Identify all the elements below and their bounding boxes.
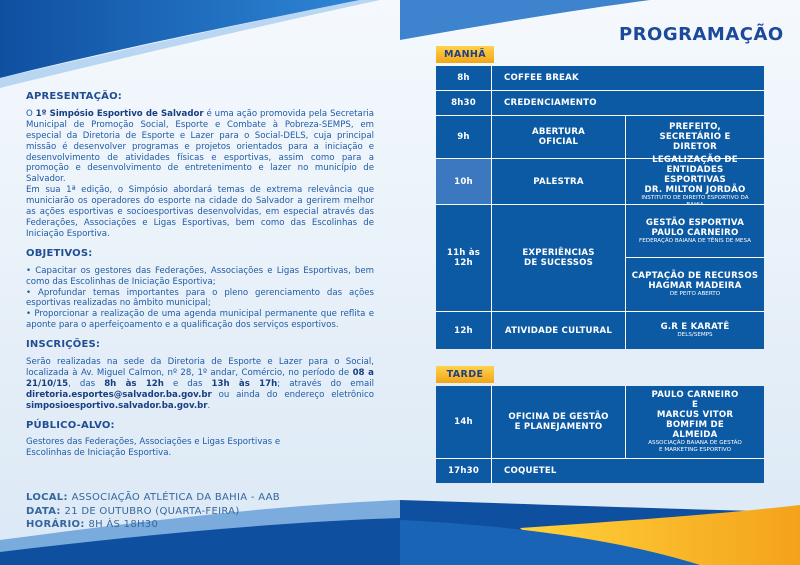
row-time: 8h30 [451,98,476,108]
session-org: FEDERAÇÃO BAIANA DE TÊNIS DE MESA [639,237,751,244]
session-speaker: PAULO CARNEIRO [651,227,739,238]
schedule-row [436,116,764,158]
period: 08 a 21/10/15 [26,367,374,389]
row-speaker-block [626,258,764,311]
row-time: 8h [457,73,470,83]
inscricoes-text [26,357,374,412]
row-speaker-block [626,312,764,349]
schedule-row [436,91,764,115]
schedule-row [436,66,764,90]
row-time: 9h [457,132,470,142]
row-time: 17h30 [447,466,480,476]
row-activity: PALESTRA [492,159,625,204]
horario-label: HORÁRIO: [26,519,85,530]
apresentacao-paragraph-2: Em sua 1ª edição, o Simpósio abordará temas de extrema relevância que municiarão os operadores do esporte na cidade do Salvador a gerirem melhor as ações esportivas e socioesportivas desenvolvidas, em especial através das Federações, Associações e Ligas Esportivas, bem como das Escolinhas de Iniciação Esportiva. [26,185,374,239]
row-activity: OFICINA DE GESTÃO E PLANEJAMENTO [508,412,609,432]
cultural-performers: G.R E KARATÊ [660,322,730,332]
apresentacao-heading: APRESENTAÇÃO: [26,91,122,102]
horario-line [26,518,280,532]
schedule-row [436,205,764,311]
row-activity: EXPERIÊNCIAS DE SUCESSOS [522,248,595,268]
hours-morning: 8h às 12h [104,378,164,389]
session-title: CAPTAÇÃO DE RECURSOS [631,271,759,281]
data-label: DATA: [26,505,61,517]
row-time: 11h às 12h [446,248,481,268]
local-label: LOCAL: [26,492,68,503]
inscricoes-heading: INSCRIÇÕES: [26,339,101,351]
session-org: DE PEITO ABERTO [669,291,721,297]
apresentacao-paragraph-1 [26,109,374,185]
publico-heading: PÚBLICO-ALVO: [26,419,115,431]
text: ; através do email [277,378,374,389]
text: , das [68,378,105,389]
workshop-speaker-2: MARCUS VITOR BOMFIM DE ALMEIDA [656,410,734,440]
schedule-row [436,154,764,204]
text: Serão realizadas na sede da Diretoria de Esporte e Lazer para o Social, localizada à Av. Miguel Calmon, nº 28, 1º andar, Comércio, no período de [26,357,374,378]
schedule-row [436,312,764,349]
objetivos-section [26,249,374,331]
schedule-row [436,386,764,458]
objetivo-item: • Aprofundar temas importantes para o pleno gerenciamento das ações esportivas realizadas no âmbito municipal; [26,287,374,309]
row-activity: COFFEE BREAK [504,73,579,83]
row-time: 10h [454,176,473,187]
email-link[interactable]: diretoria.esportes@salvador.ba.gov.br [26,389,212,400]
horario-value: 8H ÀS 18H30 [88,519,159,530]
cultural-org: DELS/SEMPS [677,332,713,338]
lecture-title: LEGALIZAÇÃO DE ENTIDADES ESPORTIVAS [652,154,738,185]
row-speaker-block [626,386,764,458]
website-link[interactable]: simposioesportivo.salvador.ba.gov.br [26,400,208,411]
data-line [26,505,280,519]
text: O [26,108,36,119]
local-line [26,491,280,505]
objetivo-item: • Proporcionar a realização de uma agenda municipal permanente que reflita e aponte para o aperfeiçoamento e a qualificação dos serviços esportivos. [26,309,374,331]
apresentacao-section [26,92,374,240]
session-speaker: HAGMAR MADEIRA [648,281,742,291]
workshop-org: ASSOCIAÇÃO BAIANA DE GESTÃO E MARKETING ESPORTIVO [648,440,742,453]
row-speaker: PREFEITO, SECRETÁRIO E DIRETOR [659,122,731,152]
event-name: 1º Simpósio Esportivo de Salvador [35,108,204,119]
left-column [26,92,374,468]
session-title: GESTÃO ESPORTIVA [645,217,745,228]
objetivo-item: • Capacitar os gestores das Federações, Associações e Ligas Esportivas, bem como das Escolinhas de Iniciação Esportiva; [26,265,374,287]
row-speaker-block [626,205,764,257]
workshop-and: E [691,400,699,410]
schedule-row [436,459,764,483]
text: é uma ação promovida pela Secretaria Municipal de Promoção Social, Esporte e Combate à Pobreza-SEMPS, em especial da Diretoria de Esporte e Lazer para o Social-DELS, cuja principal missão é desenvolver programas e projetos orientados para a iniciação e desenvolvimento de atividades físicas e esportivas, assim como para a promoção e desenvolvimento de entretenimento e lazer no município de Salvador. [26,108,375,185]
row-time: 12h [454,325,473,336]
objetivos-heading: OBJETIVOS: [26,247,93,259]
row-time: 14h [454,417,473,427]
row-activity: ABERTURA OFICIAL [531,127,585,147]
row-activity: ATIVIDADE CULTURAL [504,325,613,336]
manha-table [436,66,764,349]
text: . [207,400,211,411]
page-title: PROGRAMAÇÃO [619,24,784,45]
hours-afternoon: 13h às 17h [211,378,278,389]
inscricoes-section [26,340,374,411]
lecture-org: INSTITUTO DE DIREITO ESPORTIVO DA [641,194,749,201]
data-value: 21 DE OUTUBRO (QUARTA-FEIRA) [64,505,240,517]
local-value: ASSOCIAÇÃO ATLÉTICA DA BAHIA - AAB [71,492,280,503]
text: ou ainda do endereço eletrônico [211,389,374,400]
lecture-speaker: DR. MILTON JORDÃO [644,184,746,195]
publico-text: Gestores das Federações, Associações e Ligas Esportivas e Escolinhas de Iniciação Esportiva. [26,437,281,459]
row-activity: COQUETEL [504,466,557,476]
row-activity: CREDENCIAMENTO [504,98,597,108]
manha-tag: MANHÃ [436,46,494,63]
publico-section [26,421,374,460]
tarde-table [436,386,764,483]
row-speaker-block [626,154,764,204]
workshop-speaker-1: PAULO CARNEIRO [651,390,739,400]
text: e das [163,378,212,389]
tarde-tag: TARDE [436,366,494,383]
event-info [26,491,280,532]
